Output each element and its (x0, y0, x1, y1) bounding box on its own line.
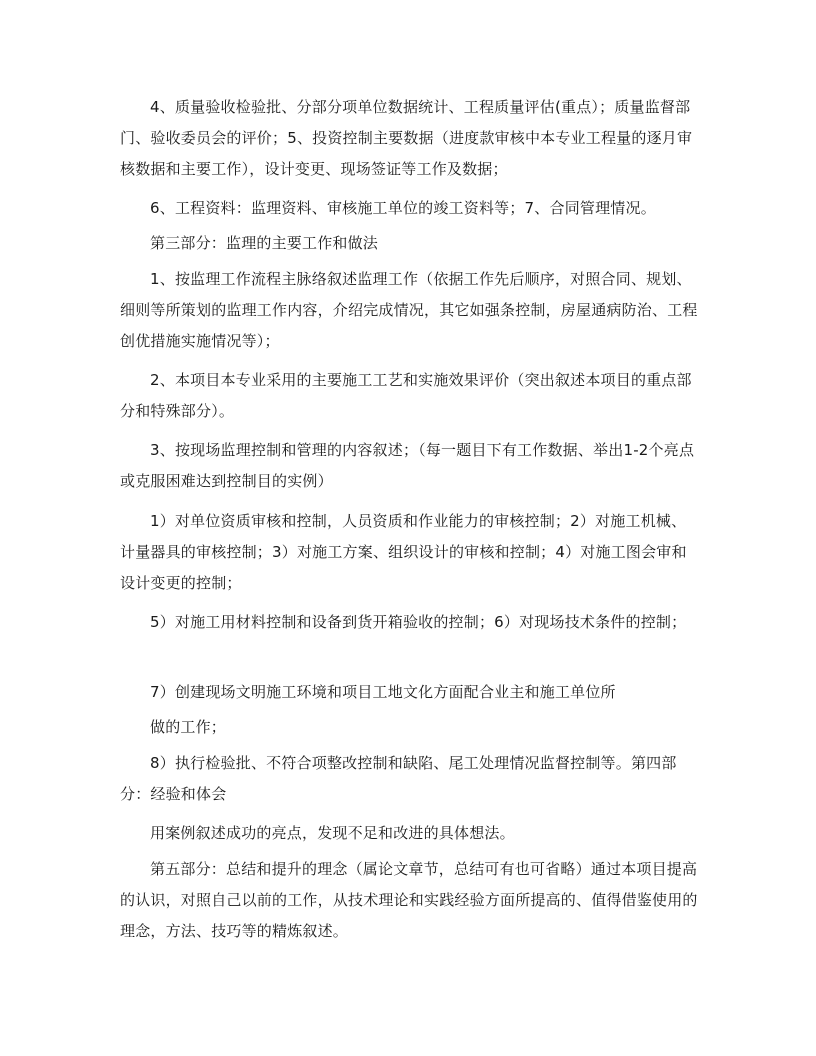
paragraph-civilized-construction-cont: 做的工作； (150, 718, 227, 736)
section-three-heading: 第三部分：监理的主要工作和做法 (150, 234, 379, 252)
paragraph-qualification-control: 1）对单位资质审核和控制，人员资质和作业能力的审核控制；2）对施工机械、计量器具的审核控制；3）对施工方案、组织设计的审核和控制；4）对施工图会审和设计变更的控制； (120, 512, 687, 592)
paragraph-civilized-construction: 7）创建现场文明施工环境和项目工地文化方面配合业主和施工单位所 (150, 683, 616, 701)
paragraph-process-evaluation: 2、本项目本专业采用的主要施工工艺和实施效果评价（突出叙述本项目的重点部分和特殊部分）。 (120, 371, 692, 420)
paragraph-workflow: 1、按监理工作流程主脉络叙述监理工作（依据工作先后顺序，对照合同、规划、细则等所策划的监理工作内容，介绍完成情况，其它如强条控制，房屋通病防治、工程创优措施实施情况等）； (120, 270, 698, 350)
paragraph-quality-investment: 4、质量验收检验批、分部分项单位数据统计、工程质量评估(重点）；质量监督部门、验收委员会的评价；5、投资控制主要数据（进度款审核中本专业工程量的逐月审核数据和主要工作），设计变更、现场签证等工作及数据； (120, 98, 693, 178)
paragraph-records-contract: 6、工程资料：监理资料、审核施工单位的竣工资料等；7、合同管理情况。 (150, 199, 656, 217)
paragraph-case-study: 用案例叙述成功的亮点，发现不足和改进的具体想法。 (150, 824, 515, 842)
paragraph-inspection-section-four: 8）执行检验批、不符合项整改控制和缺陷、尾工处理情况监督控制等。第四部分：经验和体会 (120, 754, 677, 803)
section-five-paragraph: 第五部分：总结和提升的理念（属论文章节，总结可有也可省略）通过本项目提高的认识，对照自己以前的工作，从技术理论和实践经验方面所提高的、值得借鉴使用的理念，方法、技巧等的精炼叙述。 (120, 860, 698, 940)
paragraph-site-control: 3、按现场监理控制和管理的内容叙述；（每一题目下有工作数据、举出1-2个亮点或克服困难达到控制目的实例） (120, 441, 695, 490)
paragraph-material-control: 5）对施工用材料控制和设备到货开箱验收的控制；6）对现场技术条件的控制； (150, 613, 687, 631)
